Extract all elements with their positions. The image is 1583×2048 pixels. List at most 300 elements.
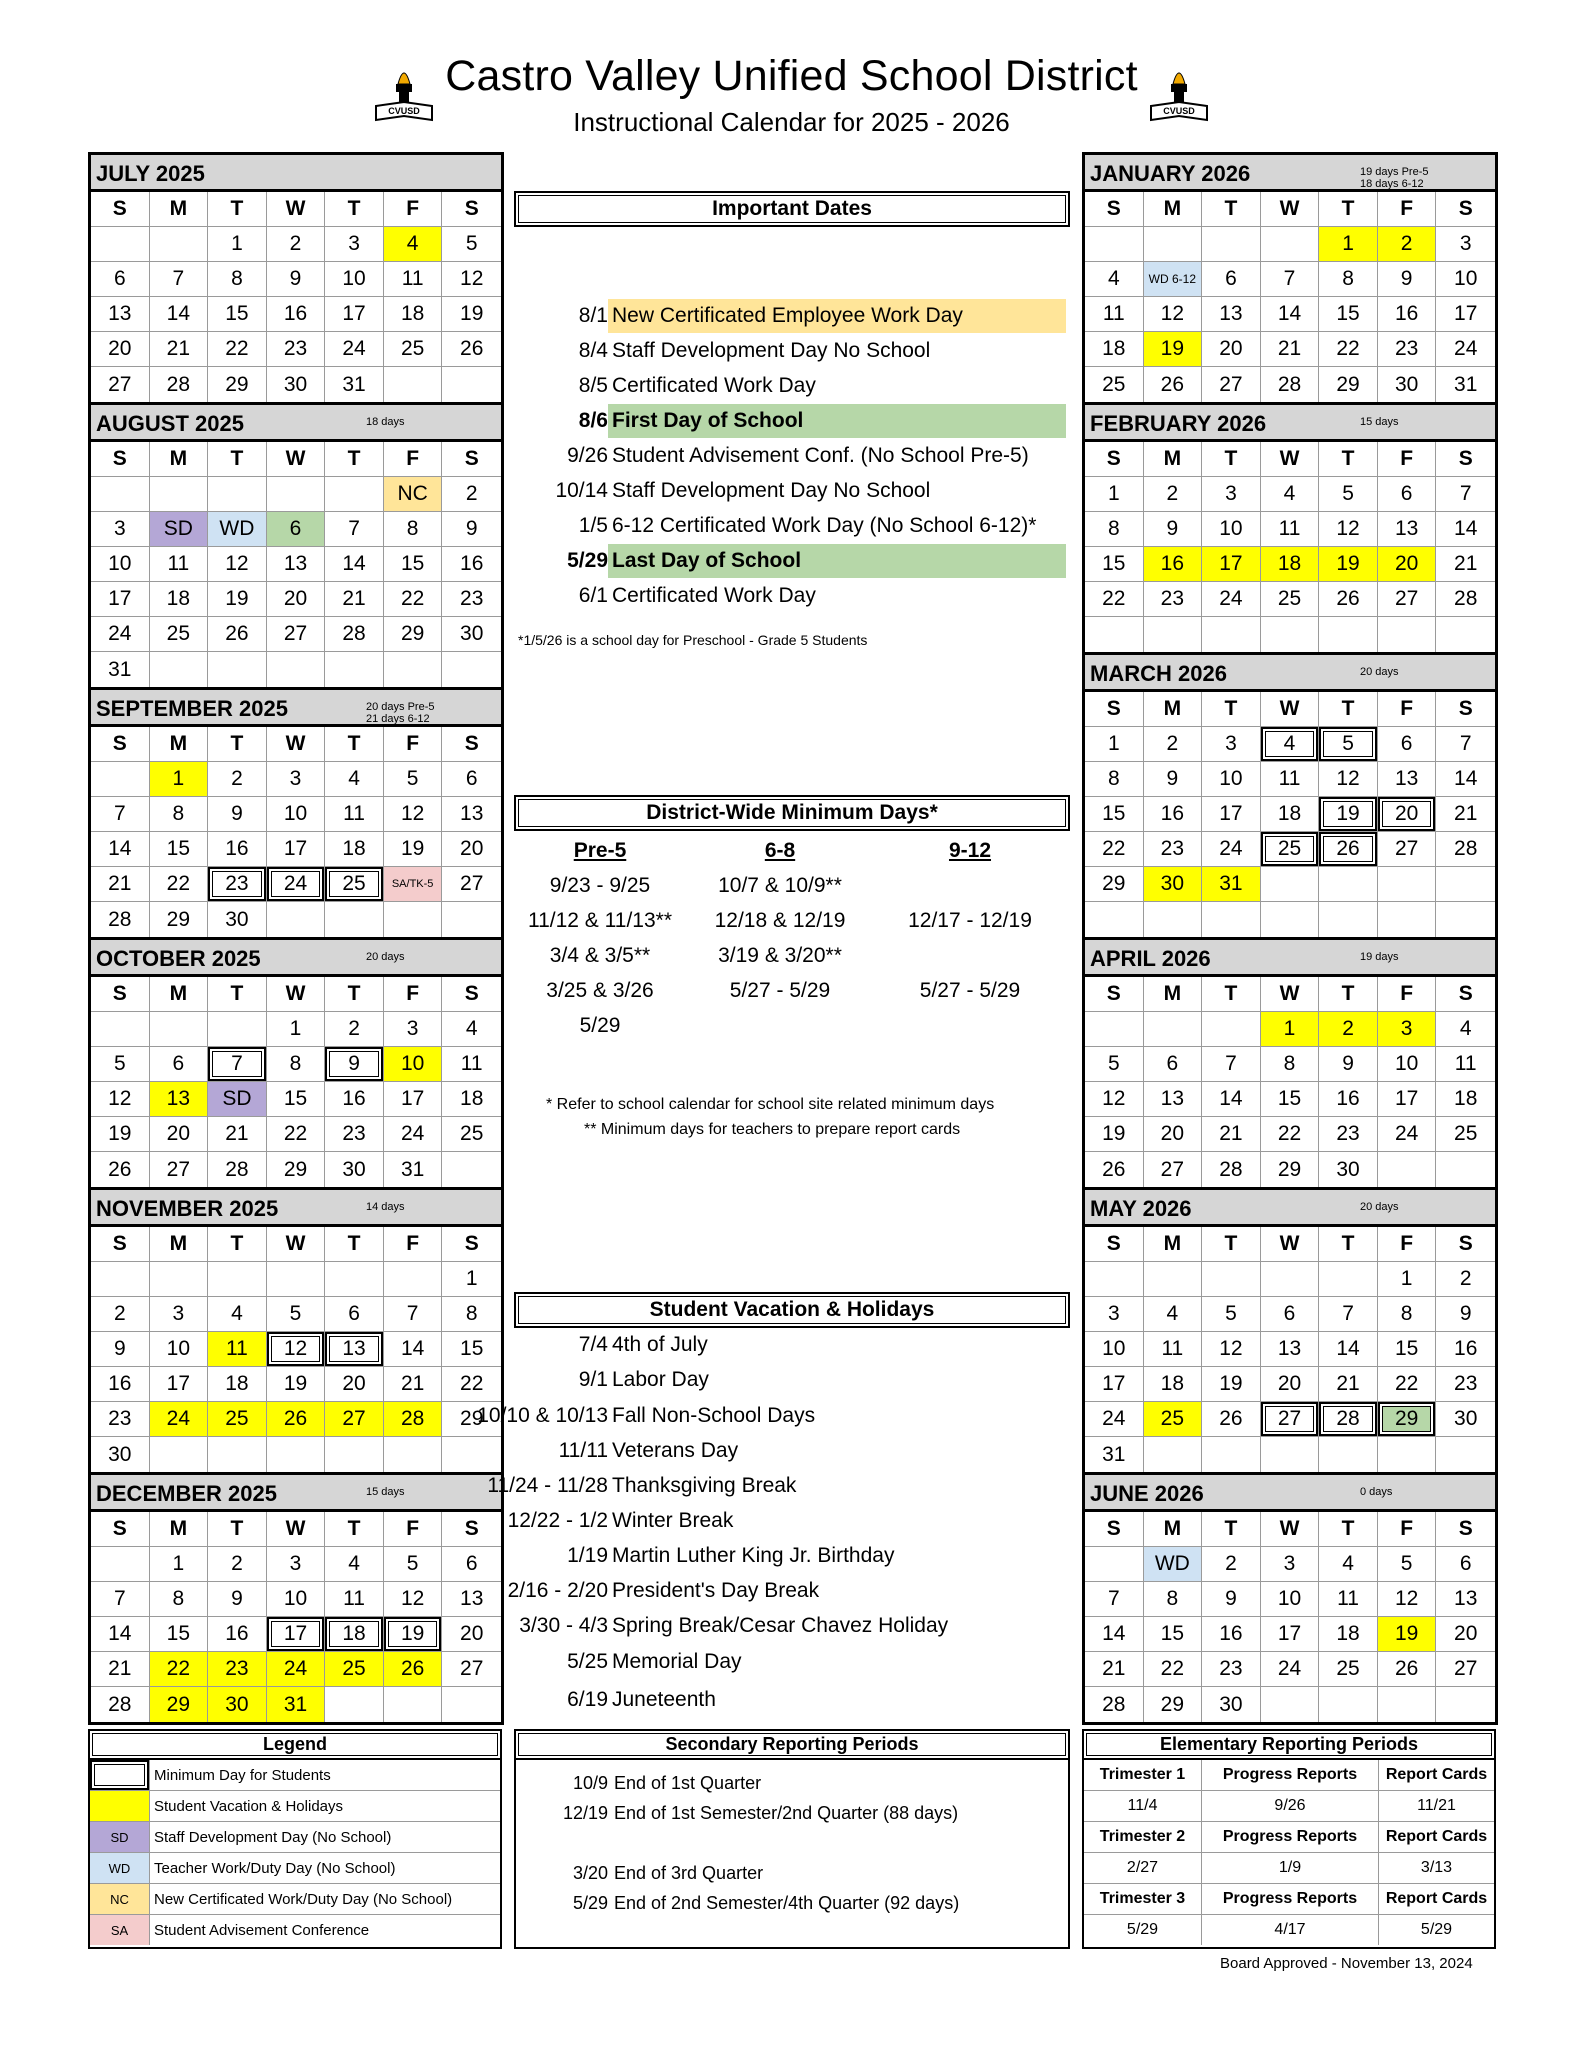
day-cell: 6	[150, 1047, 209, 1082]
day-cell: 21	[325, 582, 384, 617]
day-cell: 15	[1144, 1617, 1203, 1652]
day-cell: 31	[325, 367, 384, 402]
weekday-label: S	[442, 727, 501, 762]
progress-reports-label: Progress Reports	[1202, 1822, 1379, 1853]
empty-day-cell	[1261, 1262, 1320, 1297]
day-cell: 7	[91, 797, 150, 832]
empty-day-cell	[325, 477, 384, 512]
month-block	[1085, 1475, 1495, 1722]
day-cell: 11	[1085, 297, 1144, 332]
month-school-days: 15 days	[366, 1486, 405, 1498]
day-cell: 8	[1261, 1047, 1320, 1082]
day-cell: 23	[1144, 832, 1203, 867]
day-cell: 20	[442, 832, 501, 867]
day-cell: 7	[150, 262, 209, 297]
day-cell: 4	[1085, 262, 1144, 297]
day-cell: 30	[1378, 367, 1437, 402]
day-cell: 1	[150, 1547, 209, 1582]
day-cell: 5	[267, 1297, 326, 1332]
day-cell: 18	[150, 582, 209, 617]
day-cell: 23	[325, 1117, 384, 1152]
weekday-label: M	[150, 442, 209, 477]
day-cell: 10	[1202, 512, 1261, 547]
progress-reports-date: 9/26	[1202, 1791, 1379, 1822]
day-cell: 29	[1319, 367, 1378, 402]
day-cell: 4	[325, 762, 384, 797]
day-cell: 17	[1202, 797, 1261, 832]
day-cell: 27	[267, 617, 326, 652]
month-school-days: 15 days	[1360, 416, 1399, 428]
day-cell: 25	[442, 1117, 501, 1152]
weekday-label: T	[1319, 1512, 1378, 1547]
day-cell: NC	[384, 477, 443, 512]
day-cell: 14	[1319, 1332, 1378, 1367]
month-school-days: 19 days	[1360, 951, 1399, 963]
day-cell: 31	[1085, 1437, 1144, 1472]
important-date: 6/1	[578, 584, 608, 607]
month-block	[1085, 655, 1495, 940]
empty-day-cell	[1261, 617, 1320, 652]
empty-day-cell	[1378, 617, 1437, 652]
day-cell: 6	[1202, 262, 1261, 297]
day-cell: 16	[1202, 1617, 1261, 1652]
holiday-event: Memorial Day	[612, 1650, 742, 1673]
month-school-days: 20 days Pre-5 21 days 6-12	[366, 701, 435, 725]
important-date: 9/26	[567, 444, 608, 467]
day-cell: 25	[1085, 367, 1144, 402]
minimum-days-column	[700, 833, 860, 1008]
weekday-label: T	[208, 727, 267, 762]
empty-day-cell	[1144, 227, 1203, 262]
day-cell: 10	[91, 547, 150, 582]
day-cell: 3	[384, 1012, 443, 1047]
day-cell: 26	[91, 1152, 150, 1187]
empty-day-cell	[267, 1262, 326, 1297]
month-block	[91, 940, 501, 1190]
weekday-label: W	[267, 442, 326, 477]
report-cards-date: 5/29	[1420, 1921, 1453, 1938]
day-cell: 29	[442, 1402, 501, 1437]
day-cell: 25	[150, 617, 209, 652]
day-cell: 1	[1378, 1262, 1437, 1297]
day-cell: 14	[91, 832, 150, 867]
legend-box	[88, 1729, 502, 1949]
holiday-row	[514, 1437, 1066, 1467]
report-cards-label: Report Cards	[1379, 1760, 1494, 1791]
important-event: Certificated Work Day	[612, 374, 816, 397]
weekday-label: W	[1261, 1227, 1320, 1262]
day-cell: 22	[1085, 582, 1144, 617]
day-cell: 8	[1319, 262, 1378, 297]
day-cell: 10	[1436, 262, 1495, 297]
secondary-event: End of 1st Quarter	[614, 1773, 762, 1793]
month-block	[91, 1475, 501, 1722]
month-grid	[1085, 192, 1495, 402]
empty-day-cell	[1378, 1152, 1437, 1187]
day-cell: 6	[1144, 1047, 1203, 1082]
empty-day-cell	[208, 1437, 267, 1472]
holiday-row	[477, 1402, 1066, 1432]
day-cell: 5	[91, 1047, 150, 1082]
day-cell: 7	[91, 1582, 150, 1617]
day-cell: 19	[442, 297, 501, 332]
secondary-event: End of 2nd Semester/4th Quarter (92 days)	[614, 1893, 960, 1913]
day-cell: 15	[150, 832, 209, 867]
weekday-label: S	[1436, 1227, 1495, 1262]
day-cell: 24	[150, 1402, 209, 1437]
secondary-reporting-box	[514, 1729, 1070, 1949]
empty-day-cell	[1319, 902, 1378, 937]
day-cell: 20	[1261, 1367, 1320, 1402]
important-date-row	[514, 404, 1066, 438]
day-cell: 5	[384, 1547, 443, 1582]
empty-day-cell	[442, 1437, 501, 1472]
day-cell: 20	[1378, 547, 1437, 582]
secondary-date: 3/20	[572, 1863, 608, 1883]
weekday-label: T	[208, 1512, 267, 1547]
empty-day-cell	[1261, 902, 1320, 937]
day-cell: 22	[150, 1652, 209, 1687]
day-cell: 2	[325, 1012, 384, 1047]
minimum-days-header: Pre-5	[573, 839, 627, 862]
weekday-label: T	[1319, 977, 1378, 1012]
day-cell: 19	[1144, 332, 1203, 367]
empty-day-cell	[1144, 1012, 1203, 1047]
day-cell: 5	[442, 227, 501, 262]
empty-day-cell	[384, 652, 443, 687]
day-cell: 16	[1378, 297, 1437, 332]
day-cell: 12	[442, 262, 501, 297]
holiday-date: 9/1	[578, 1368, 608, 1391]
important-event: Staff Development Day No School	[612, 479, 931, 502]
month-header	[91, 405, 501, 442]
weekday-label: F	[1378, 192, 1437, 227]
day-cell: 26	[1085, 1152, 1144, 1187]
month-name: FEBRUARY 2026	[1090, 411, 1267, 436]
day-cell: 8	[1144, 1582, 1203, 1617]
empty-day-cell	[1436, 1437, 1495, 1472]
day-cell: 15	[1261, 1082, 1320, 1117]
day-cell: 20	[1202, 332, 1261, 367]
day-cell: 3	[1085, 1297, 1144, 1332]
day-cell: 1	[1319, 227, 1378, 262]
holiday-event: Fall Non-School Days	[612, 1404, 816, 1427]
day-cell: 27	[1378, 582, 1437, 617]
day-cell: 28	[1436, 582, 1495, 617]
day-cell: 29	[1144, 1687, 1203, 1722]
month-name: JULY 2025	[96, 161, 205, 186]
day-cell: 1	[150, 762, 209, 797]
month-grid	[91, 442, 501, 687]
day-cell: 12	[1085, 1082, 1144, 1117]
weekday-label: M	[150, 192, 209, 227]
day-cell: 26	[384, 1652, 443, 1687]
month-block	[91, 405, 501, 690]
weekday-label: M	[150, 727, 209, 762]
day-cell: 16	[1436, 1332, 1495, 1367]
legend-label: New Certificated Work/Duty Day (No School)	[154, 1890, 453, 1908]
day-cell: 1	[208, 227, 267, 262]
month-name: JUNE 2026	[1090, 1481, 1204, 1506]
day-cell: 14	[150, 297, 209, 332]
empty-day-cell	[267, 902, 326, 937]
day-cell: 17	[267, 832, 326, 867]
month-name: OCTOBER 2025	[96, 946, 261, 971]
day-cell: 26	[1202, 1402, 1261, 1437]
weekday-label: F	[1378, 977, 1437, 1012]
weekday-label: S	[442, 1512, 501, 1547]
weekday-label: W	[267, 727, 326, 762]
empty-day-cell	[325, 1437, 384, 1472]
weekday-label: W	[267, 1512, 326, 1547]
month-header	[91, 940, 501, 977]
month-header	[1085, 940, 1495, 977]
empty-day-cell	[1436, 902, 1495, 937]
day-cell: 1	[1261, 1012, 1320, 1047]
empty-day-cell	[267, 1437, 326, 1472]
day-cell: 4	[1261, 477, 1320, 512]
day-cell: 19	[1378, 1617, 1437, 1652]
day-cell: 20	[1378, 797, 1437, 832]
month-name: AUGUST 2025	[96, 411, 244, 436]
day-cell: 2	[1319, 1012, 1378, 1047]
day-cell: 13	[1202, 297, 1261, 332]
day-cell: 14	[1436, 512, 1495, 547]
day-cell: 24	[267, 867, 326, 902]
holiday-event: Juneteenth	[612, 1688, 716, 1711]
weekday-label: S	[1436, 192, 1495, 227]
day-cell: 20	[325, 1367, 384, 1402]
legend-swatch: SD	[90, 1822, 150, 1852]
empty-day-cell	[150, 1437, 209, 1472]
day-cell: 25	[384, 332, 443, 367]
day-cell: 8	[442, 1297, 501, 1332]
day-cell: 27	[442, 1652, 501, 1687]
day-cell: 14	[1436, 762, 1495, 797]
day-cell: 4	[1319, 1547, 1378, 1582]
empty-day-cell	[384, 367, 443, 402]
month-header	[1085, 405, 1495, 442]
day-cell: 26	[1144, 367, 1203, 402]
secondary-event: End of 1st Semester/2nd Quarter (88 days)	[614, 1803, 959, 1823]
day-cell: 29	[208, 367, 267, 402]
day-cell: 13	[1436, 1582, 1495, 1617]
day-cell: 23	[91, 1402, 150, 1437]
day-cell: 9	[91, 1332, 150, 1367]
legend-swatch: NC	[90, 1884, 150, 1914]
day-cell: 8	[267, 1047, 326, 1082]
day-cell: 7	[1202, 1047, 1261, 1082]
day-cell: 6	[1378, 727, 1437, 762]
day-cell: 16	[267, 297, 326, 332]
weekday-label: W	[1261, 442, 1320, 477]
weekday-label: M	[1144, 1512, 1203, 1547]
weekday-label: T	[1202, 1512, 1261, 1547]
day-cell: 12	[1202, 1332, 1261, 1367]
weekday-label: S	[1085, 977, 1144, 1012]
weekday-label: S	[1436, 442, 1495, 477]
day-cell: 7	[384, 1297, 443, 1332]
day-cell: 3	[91, 512, 150, 547]
weekday-label: S	[91, 442, 150, 477]
important-date-row	[514, 334, 1066, 368]
day-cell: 25	[1319, 1652, 1378, 1687]
important-date-row	[514, 579, 1066, 613]
holiday-date: 1/19	[567, 1544, 608, 1567]
day-cell: 27	[1261, 1402, 1320, 1437]
day-cell: 26	[1378, 1652, 1437, 1687]
day-cell: 19	[91, 1117, 150, 1152]
svg-text:CVUSD: CVUSD	[1163, 106, 1195, 116]
day-cell: 29	[384, 617, 443, 652]
day-cell: 17	[1378, 1082, 1437, 1117]
empty-day-cell	[1378, 1437, 1437, 1472]
day-cell: 7	[208, 1047, 267, 1082]
day-cell: 4	[384, 227, 443, 262]
day-cell: 27	[150, 1152, 209, 1187]
minimum-day-item: 12/17 - 12/19	[908, 909, 1032, 932]
empty-day-cell	[1378, 902, 1437, 937]
day-cell: 13	[91, 297, 150, 332]
day-cell: 27	[325, 1402, 384, 1437]
weekday-label: W	[1261, 977, 1320, 1012]
day-cell: 16	[442, 547, 501, 582]
holiday-row	[487, 1472, 1066, 1502]
legend-row	[90, 1884, 500, 1915]
month-grid	[1085, 442, 1495, 652]
month-name: DECEMBER 2025	[96, 1481, 277, 1506]
weekday-label: T	[325, 1227, 384, 1262]
empty-day-cell	[1085, 1262, 1144, 1297]
day-cell: 8	[1085, 512, 1144, 547]
day-cell: 1	[1085, 477, 1144, 512]
day-cell: 25	[208, 1402, 267, 1437]
calendar-left-column	[88, 152, 504, 1725]
holiday-row	[514, 1612, 1066, 1642]
month-header	[1085, 155, 1495, 192]
day-cell: 18	[325, 1617, 384, 1652]
empty-day-cell	[1261, 1687, 1320, 1722]
day-cell: 5	[1202, 1297, 1261, 1332]
day-cell: 21	[208, 1117, 267, 1152]
holiday-row	[514, 1366, 1066, 1396]
day-cell: 6	[267, 512, 326, 547]
progress-reports-label: Progress Reports	[1202, 1884, 1379, 1915]
day-cell: 9	[1202, 1582, 1261, 1617]
day-cell: 11	[325, 797, 384, 832]
day-cell: 4	[1144, 1297, 1203, 1332]
day-cell: 10	[267, 797, 326, 832]
important-date: 8/4	[578, 339, 608, 362]
minimum-days-note-1: * Refer to school calendar for school site related minimum days	[546, 1096, 995, 1113]
day-cell: 3	[150, 1297, 209, 1332]
empty-day-cell	[150, 477, 209, 512]
day-cell: 11	[325, 1582, 384, 1617]
day-cell: 21	[91, 867, 150, 902]
day-cell: 13	[1378, 512, 1437, 547]
month-grid	[91, 1227, 501, 1472]
empty-day-cell	[442, 902, 501, 937]
weekday-label: T	[1202, 692, 1261, 727]
day-cell: 11	[442, 1047, 501, 1082]
empty-day-cell	[442, 652, 501, 687]
day-cell: 9	[208, 1582, 267, 1617]
report-cards-date: 11/21	[1379, 1791, 1494, 1822]
day-cell: 14	[1202, 1082, 1261, 1117]
empty-day-cell	[91, 1262, 150, 1297]
day-cell: 25	[325, 867, 384, 902]
day-cell: 15	[208, 297, 267, 332]
holiday-event: Winter Break	[612, 1509, 734, 1532]
day-cell: 10	[1378, 1047, 1437, 1082]
day-cell: 29	[150, 902, 209, 937]
empty-day-cell	[1085, 1012, 1144, 1047]
day-cell: 24	[325, 332, 384, 367]
day-cell: 29	[150, 1687, 209, 1722]
day-cell: 11	[384, 262, 443, 297]
day-cell: 30	[442, 617, 501, 652]
day-cell: 18	[1436, 1082, 1495, 1117]
empty-day-cell	[208, 1012, 267, 1047]
day-cell: 15	[1085, 797, 1144, 832]
weekday-label: T	[208, 1227, 267, 1262]
progress-reports-date: 4/17	[1202, 1915, 1379, 1945]
day-cell: 23	[208, 867, 267, 902]
day-cell: 11	[1144, 1332, 1203, 1367]
day-cell: 13	[1144, 1082, 1203, 1117]
weekday-label: M	[1144, 192, 1203, 227]
empty-day-cell	[91, 477, 150, 512]
trimester-label: Trimester 2	[1084, 1822, 1202, 1853]
legend-title: Legend	[90, 1731, 500, 1760]
weekday-label: S	[1085, 192, 1144, 227]
month-grid	[91, 727, 501, 937]
legend-label: Student Advisement Conference	[154, 1921, 370, 1939]
empty-day-cell	[1378, 867, 1437, 902]
weekday-label: M	[1144, 977, 1203, 1012]
empty-day-cell	[1085, 1547, 1144, 1582]
important-dates-title: Important Dates	[514, 191, 1070, 227]
holiday-event: President's Day Break	[612, 1579, 820, 1602]
day-cell: 26	[1319, 582, 1378, 617]
day-cell: 28	[150, 367, 209, 402]
empty-day-cell	[1144, 1437, 1203, 1472]
month-header	[91, 690, 501, 727]
day-cell: 9	[267, 262, 326, 297]
month-school-days: 0 days	[1360, 1486, 1393, 1498]
secondary-reporting-title: Secondary Reporting Periods	[516, 1731, 1068, 1760]
day-cell: 14	[1085, 1617, 1144, 1652]
minimum-day-item: 5/27 - 5/29	[919, 979, 1021, 1002]
day-cell: 23	[208, 1652, 267, 1687]
day-cell: 6	[1261, 1297, 1320, 1332]
holiday-date: 11/24 - 11/28	[487, 1474, 608, 1497]
day-cell: 8	[150, 1582, 209, 1617]
empty-day-cell	[325, 1687, 384, 1722]
important-event: First Day of School	[608, 404, 1066, 438]
day-cell: 20	[1436, 1617, 1495, 1652]
holiday-date: 10/10 & 10/13	[477, 1404, 608, 1427]
minimum-day-item: 12/18 & 12/19	[714, 909, 846, 932]
empty-day-cell	[208, 652, 267, 687]
day-cell: 23	[1144, 582, 1203, 617]
weekday-label: T	[325, 1512, 384, 1547]
day-cell: 29	[1261, 1152, 1320, 1187]
minimum-day-item: 3/4 & 3/5**	[549, 944, 651, 967]
legend-swatch: SA	[90, 1915, 150, 1945]
minimum-days-header: 9-12	[948, 839, 992, 862]
day-cell: 22	[1261, 1117, 1320, 1152]
